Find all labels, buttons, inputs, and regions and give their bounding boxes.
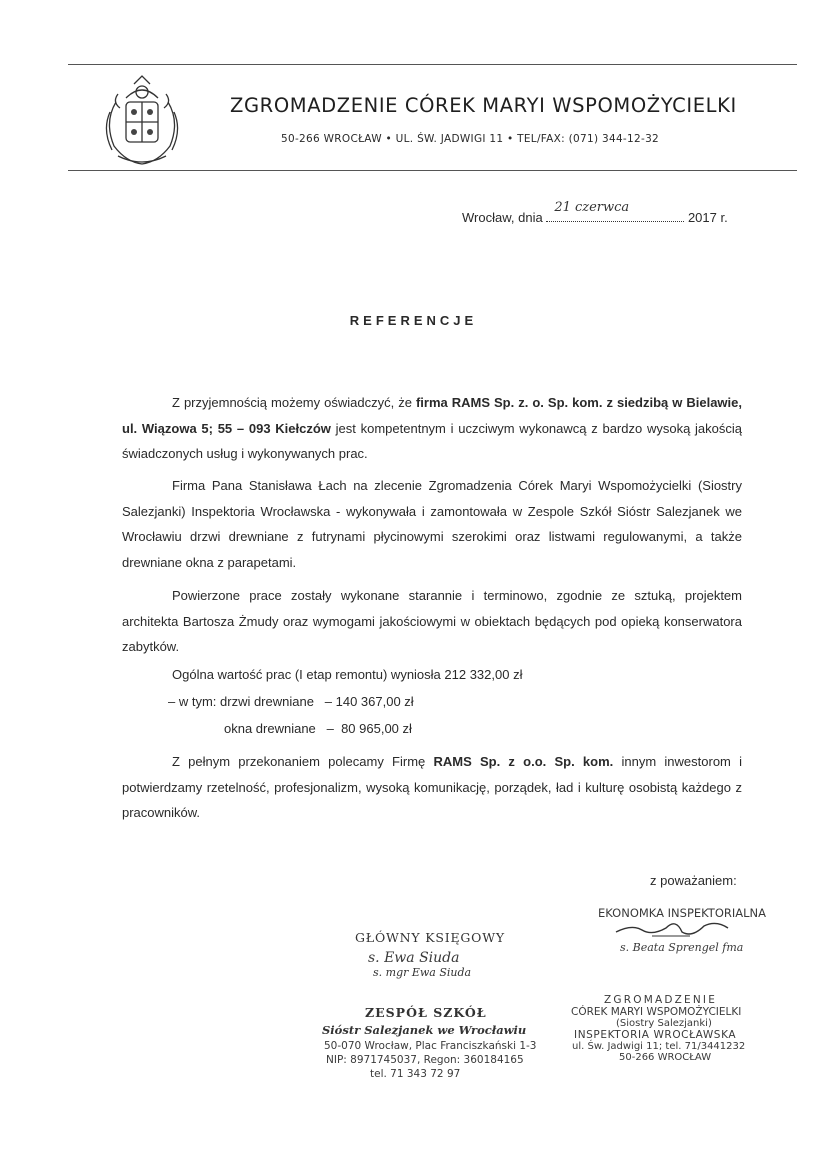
organization-address: 50-266 WROCŁAW • UL. ŚW. JADWIGI 11 • TEL/FAX: (071) 344-12-32	[281, 133, 660, 145]
chief-accountant-name: s. mgr Ewa Siuda	[373, 966, 472, 979]
date-prefix: Wrocław, dnia	[462, 210, 543, 225]
school-stamp-phone: tel. 71 343 72 97	[370, 1068, 461, 1080]
doors-value-line: – w tym: drzwi drewniane – 140 367,00 zł	[168, 694, 414, 709]
congregation-stamp-line3: (Siostry Salezjanki)	[616, 1018, 712, 1029]
paragraph-intro-text-2: jest kompetentnym i uczciwym wykonawcą z bardzo wysoką jakością świadczonych usług i wykonywanych prac.	[122, 420, 743, 461]
windows-value-line: okna drewniane – 80 965,00 zł	[224, 721, 412, 736]
coat-of-arms-logo	[96, 72, 188, 168]
congregation-stamp-line2: CÓREK MARYI WSPOMOŻYCIELKI	[571, 1006, 742, 1018]
paragraph-intro-text-1: Z przyjemnością możemy oświadczyć, że	[172, 395, 416, 410]
handwritten-date: 21 czerwca	[554, 200, 630, 215]
paragraph-quality: Powierzone prace zostały wykonane starannie i terminowo, zgodnie ze sztuką, projektem architekta Bartosza Żmudy oraz wymogami jakościowymi w obiektach będących pod opieką konserwatora zabytków.	[122, 588, 742, 654]
paragraph-intro	[122, 390, 742, 467]
paragraph-scope: Firma Pana Stanisława Łach na zlecenie Zgromadzenia Córek Maryi Wspomożycielki (Siostry Salezjanki) Inspektoria Wrocławska - wykonywała i zamontowała w Zespole Szkół Sióstr Salezjanek we Wrocławiu drzwi drewniane z futrynami płycinowymi szerokimi oraz listwami regulowanymi, a także drewniane okna z parapetami.	[122, 478, 742, 570]
congregation-stamp-line6: 50-266 WROCŁAW	[619, 1052, 712, 1063]
header-top-rule	[68, 64, 797, 65]
total-value-line: Ogólna wartość prac (I etap remontu) wyniosła 212 332,00 zł	[172, 667, 523, 682]
header-bottom-rule	[68, 170, 797, 171]
closing-salutation: z poważaniem:	[650, 873, 737, 888]
date-line	[462, 200, 728, 225]
date-dotted-field	[546, 200, 684, 222]
school-stamp-subtitle: Sióstr Salezjanek we Wrocławiu	[322, 1023, 527, 1037]
recommended-company-bold: RAMS Sp. z o.o. Sp. kom.	[433, 754, 614, 769]
chief-accountant-signature: s. Ewa Siuda	[368, 950, 460, 966]
chief-accountant-role: GŁÓWNY KSIĘGOWY	[355, 930, 505, 945]
organization-name: ZGROMADZENIE CÓREK MARYI WSPOMOŻYCIELKI	[230, 94, 737, 117]
treasurer-name: s. Beata Sprengel fma	[620, 941, 744, 954]
treasurer-handwritten-signature	[612, 914, 732, 942]
company-name-bold: firma RAMS Sp. z. o. Sp. kom. z siedzibą w Bielawie, ul. Wiązowa 5; 55 – 093 Kiełczów	[122, 395, 742, 436]
school-stamp-nip: NIP: 8971745037, Regon: 360184165	[326, 1054, 524, 1066]
school-stamp-title: ZESPÓŁ SZKÓŁ	[365, 1005, 487, 1020]
recommendation-text-1: Z pełnym przekonaniem polecamy Firmę	[172, 754, 434, 769]
treasurer-role: EKONOMKA INSPEKTORIALNA	[598, 906, 767, 920]
paragraph-recommendation	[122, 749, 742, 826]
congregation-stamp-line1: ZGROMADZENIE	[604, 994, 718, 1006]
congregation-stamp-line5: ul. Św. Jadwigi 11; tel. 71/3441232	[572, 1041, 746, 1052]
school-stamp-address: 50-070 Wrocław, Plac Franciszkański 1-3	[324, 1040, 537, 1052]
congregation-stamp-line4: INSPEKTORIA WROCŁAWSKA	[574, 1029, 737, 1041]
document-title: REFERENCJE	[349, 313, 478, 328]
date-year: 2017 r.	[687, 210, 728, 225]
recommendation-text-2: innym inwestorom i potwierdzamy rzetelność, profesjonalizm, wysoką komunikację, porządek, ład i kulturę osobistą każdego z pracowników.	[122, 754, 742, 820]
